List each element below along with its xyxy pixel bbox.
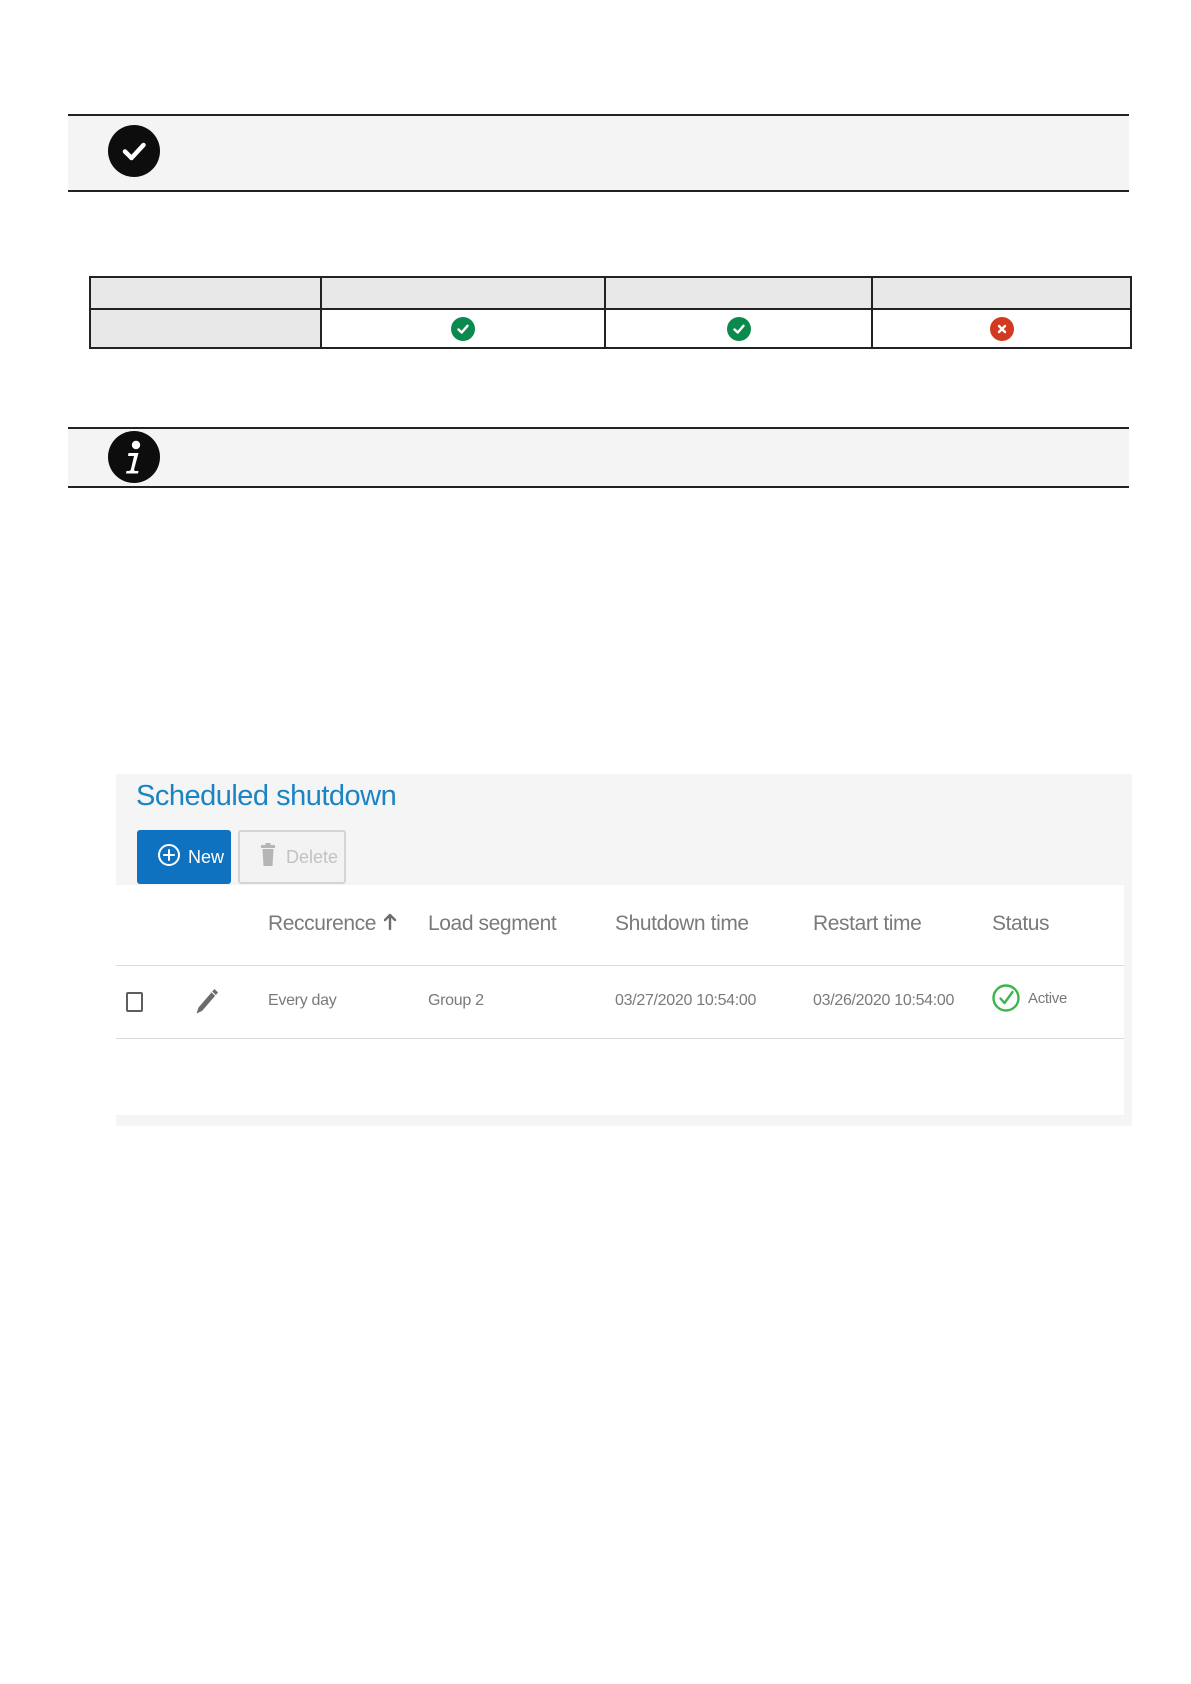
table-cell xyxy=(321,309,605,348)
table-header-cell xyxy=(90,277,321,309)
trash-icon xyxy=(260,843,276,872)
table-cell xyxy=(872,309,1131,348)
delete-button[interactable] xyxy=(238,830,346,884)
table-header-cell xyxy=(605,277,872,309)
info-note-box xyxy=(68,427,1129,488)
shutdown-time-cell: 03/27/2020 10:54:00 xyxy=(615,992,757,1009)
recurrence-header-label: Reccurence xyxy=(268,912,377,935)
new-button[interactable] xyxy=(137,830,231,884)
load-segment-cell: Group 2 xyxy=(428,992,484,1009)
tip-note-box xyxy=(68,114,1129,192)
table-row xyxy=(116,966,1124,1039)
info-circle-icon xyxy=(108,431,160,483)
delete-button-label: Delete xyxy=(286,846,339,867)
green-check-icon xyxy=(727,317,751,341)
table-row xyxy=(90,309,1131,348)
table-row-label-cell xyxy=(90,309,321,348)
new-button-label: New xyxy=(188,846,225,867)
scheduled-shutdown-panel xyxy=(116,774,1132,1126)
red-cross-icon xyxy=(990,317,1014,341)
restart-time-cell: 03/26/2020 10:54:00 xyxy=(813,992,955,1009)
status-column-header[interactable]: Status xyxy=(992,912,1050,935)
recurrence-column-header[interactable] xyxy=(268,912,398,936)
shutdown-time-column-header[interactable]: Shutdown time xyxy=(615,912,749,935)
pencil-icon[interactable] xyxy=(192,986,220,1023)
shutdown-grid xyxy=(116,885,1124,1115)
table-header-cell xyxy=(872,277,1131,309)
green-check-icon xyxy=(451,317,475,341)
restart-time-column-header[interactable]: Restart time xyxy=(813,912,922,935)
active-check-icon xyxy=(991,980,1023,1021)
checkmark-circle-icon xyxy=(108,125,160,177)
compatibility-table xyxy=(89,276,1132,349)
load-segment-column-header[interactable]: Load segment xyxy=(428,912,557,935)
arrow-up-icon xyxy=(382,912,398,935)
status-cell: Active xyxy=(1028,990,1068,1007)
recurrence-cell: Every day xyxy=(268,992,337,1009)
grid-header-row xyxy=(116,885,1124,966)
table-header-cell xyxy=(321,277,605,309)
table-header-row xyxy=(90,277,1131,309)
panel-title: Scheduled shutdown xyxy=(136,780,397,812)
table-cell xyxy=(605,309,872,348)
plus-circle-icon xyxy=(157,843,181,872)
row-checkbox[interactable] xyxy=(126,992,143,1012)
